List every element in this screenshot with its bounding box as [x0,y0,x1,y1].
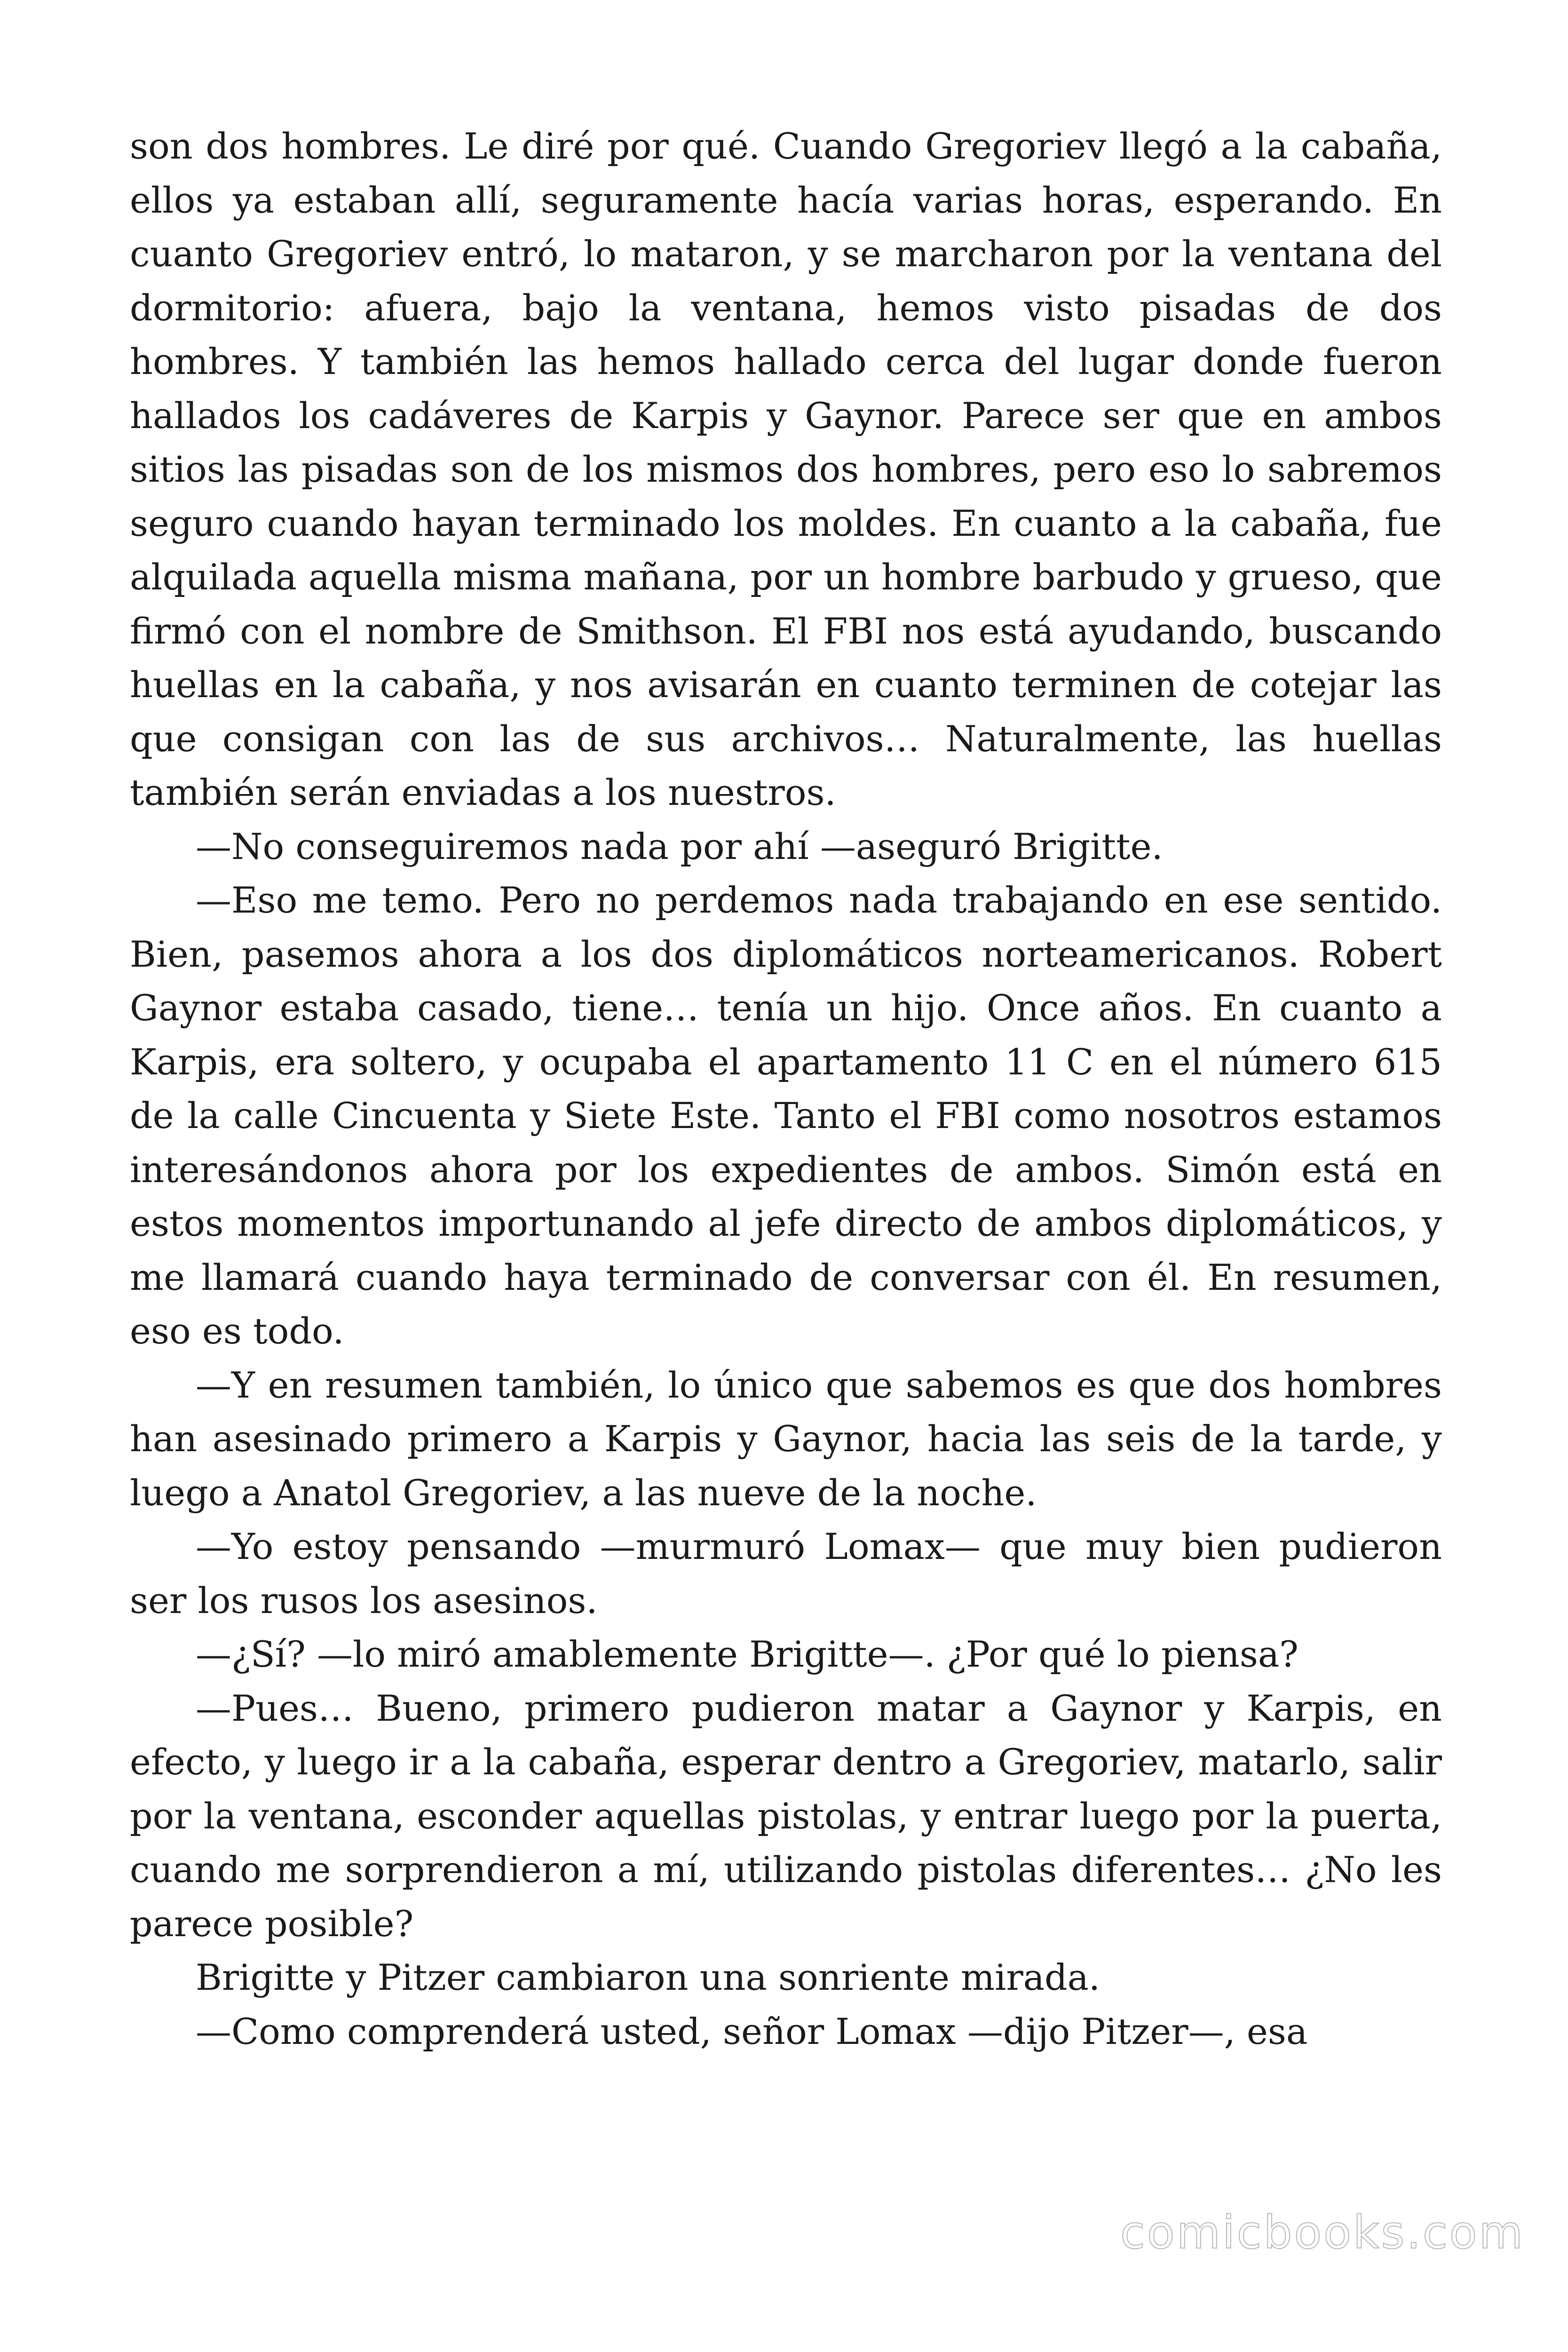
paragraph-9: —Como comprenderá usted, señor Lomax —dijo Pitzer—, esa [196,2010,1308,2052]
watermark: comicbooks.com [1120,2206,1525,2259]
paragraph-2: —No conseguiremos nada por ahí —aseguró Brigitte. [196,825,1163,867]
paragraph-3: —Eso me temo. Pero no perdemos nada trabajando en ese sentido. Bien, pasemos ahora a los dos diplomáticos norteamericanos. Robert Gaynor estaba casado, tiene… tenía un hijo. Once años. En cuanto a Karpis, era soltero, y ocupaba el apartamento 11 C en el número 615 de la calle Cincuenta y Siete Este. Tanto el FBI como nosotros estamos interesándonos ahora por los expedientes de ambos. Simón está en estos momentos importunando al jefe directo de ambos diplomáticos, y me llamará cuando haya terminado de conversar con él. En resumen, eso es todo. [130,879,1442,1352]
paragraph-8: Brigitte y Pitzer cambiaron una sonriente mirada. [196,1956,1101,1998]
paragraph-1: son dos hombres. Le diré por qué. Cuando Gregoriev llegó a la cabaña, ellos ya estaban allí, seguramente hacía varias horas, esperando. En cuanto Gregoriev entró, lo mataron, y se marcharon por la ventana del dormitorio: afuera, bajo la ventana, hemos visto pisadas de dos hombres. Y también las hemos hallado cerca del lugar donde fueron hallados los cadáveres de Karpis y Gaynor. Parece ser que en ambos sitios las pisadas son de los mismos dos hombres, pero eso lo sabremos seguro cuando hayan terminado los moldes. En cuanto a la cabaña, fue alquilada aquella misma mañana, por un hombre barbudo y grueso, que firmó con el nombre de Smithson. El FBI nos está ayudando, buscando huellas en la cabaña, y nos avisarán en cuanto terminen de cotejar las que consigan con las de sus archivos… Naturalmente, las huellas también serán enviadas a los nuestros. [130,125,1442,813]
paragraph-4: —Y en resumen también, lo único que sabemos es que dos hombres han asesinado primero a Karpis y Gaynor, hacia las seis de la tarde, y luego a Anatol Gregoriev, a las nueve de la noche. [130,1364,1442,1514]
paragraph-6: —¿Sí? —lo miró amablemente Brigitte—. ¿Por qué lo piensa? [196,1633,1299,1675]
paragraph-7: —Pues… Bueno, primero pudieron matar a Gaynor y Karpis, en efecto, y luego ir a la cabaña, esperar dentro a Gregoriev, matarlo, salir por la ventana, esconder aquellas pistolas, y entrar luego por la puerta, cuando me sorprendieron a mí, utilizando pistolas diferentes… ¿No les parece posible? [130,1687,1442,1945]
paragraph-5: —Yo estoy pensando —murmuró Lomax— que muy bien pudieron ser los rusos los asesinos. [130,1526,1442,1621]
page-text [130,119,1442,2058]
